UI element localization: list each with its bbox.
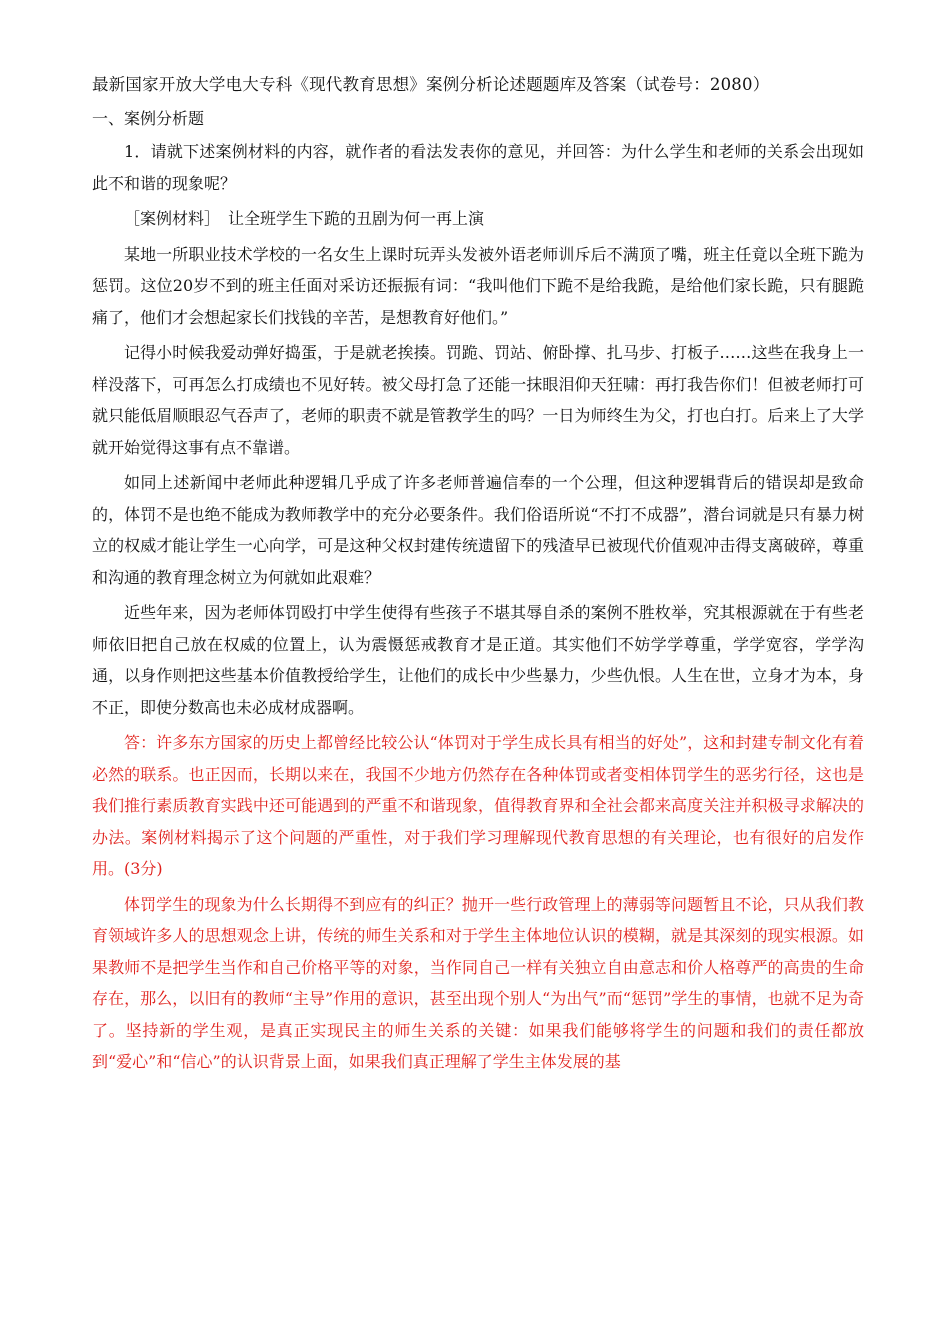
answer-paragraph: 答：许多东方国家的历史上都曾经比较公认“体罚对于学生成长具有相当的好处”，这和封建专制文化有着必然的联系。也正因而，长期以来在，我国不少地方仍然存在各种体罚或者变相体罚学生的恶劣行径，这也是我们推行素质教育实践中还可能遇到的严重不和谐现象，值得教育界和全社会都来高度关注并积极寻求解决的办法。案例材料揭示了这个问题的严重性，对于我们学习理解现代教育思想的有关理论，也有很好的启发作用。(3分) <box>92 733 864 878</box>
case-paragraph: 如同上述新闻中老师此种逻辑几乎成了许多老师普遍信奉的一个公理，但这种逻辑背后的错误却是致命的，体罚不是也绝不能成为教师教学中的充分必要条件。我们俗语所说“不打不成器”，潜台词就是只有暴力树立的权威才能让学生一心向学，可是这种父权封建传统遗留下的残渣早已被现代价值观冲击得支离破碎，尊重和沟通的教育理念树立为何就如此艰难？ <box>92 473 864 587</box>
case-paragraph: 某地一所职业技术学校的一名女生上课时玩弄头发被外语老师训斥后不满顶了嘴，班主任竟以全班下跪为惩罚。这位20岁不到的班主任面对采访还振振有词：“我叫他们下跪不是给我跪，是给他们家长跪，只有腿跪痛了，他们才会想起家长们找钱的辛苦，是想教育好他们。” <box>92 244 864 327</box>
section-heading: 一、案例分析题 <box>92 109 205 128</box>
answer-paragraph: 体罚学生的现象为什么长期得不到应有的纠正？抛开一些行政管理上的薄弱等问题暂且不论，只从我们教育领域许多人的思想观念上讲，传统的师生关系和对于学生主体地位认识的模糊，就是其深刻的现实根源。如果教师不是把学生当作和自己价格平等的对象，当作同自己一样有关独立自由意志和价人格尊严的高贵的生命存在，那么，以旧有的教师“主导”作用的意识，甚至出现个别人“为出气”而“惩罚”学生的事情，也就不足为奇了。坚持新的学生观，是真正实现民主的师生关系的关键：如果我们能够将学生的问题和我们的责任都放到“爱心”和“信心”的认识背景上面，如果我们真正理解了学生主体发展的基 <box>92 894 864 1071</box>
document-page <box>92 68 864 1078</box>
case-heading: ［案例材料］ 让全班学生下跪的丑剧为何一再上演 <box>124 209 485 228</box>
question-text: 1．请就下述案例材料的内容，就作者的看法发表你的意见，并回答：为什么学生和老师的关系会出现如此不和谐的现象呢？ <box>92 142 864 193</box>
case-paragraph: 近些年来，因为老师体罚殴打中学生使得有些孩子不堪其辱自杀的案例不胜枚举，究其根源就在于有些老师依旧把自己放在权威的位置上，认为震慑惩戒教育才是正道。其实他们不妨学学尊重，学学宽容，学学沟通，以身作则把这些基本价值教授给学生，让他们的成长中少些暴力，少些仇恨。人生在世，立身才为本，身不正，即使分数高也未必成材成器啊。 <box>92 603 864 717</box>
document-title: 最新国家开放大学电大专科《现代教育思想》案例分析论述题题库及答案（试卷号：2080） <box>92 75 770 94</box>
case-paragraph: 记得小时候我爱动弹好捣蛋，于是就老挨揍。罚跪、罚站、俯卧撑、扎马步、打板子……这些在我身上一样没落下，可再怎么打成绩也不见好转。被父母打急了还能一抹眼泪仰天狂啸：再打我告你们！但被老师打可就只能低眉顺眼忍气吞声了，老师的职责不就是管教学生的吗？一日为师终生为父，打也白打。后来上了大学就开始觉得这事有点不靠谱。 <box>92 343 864 457</box>
